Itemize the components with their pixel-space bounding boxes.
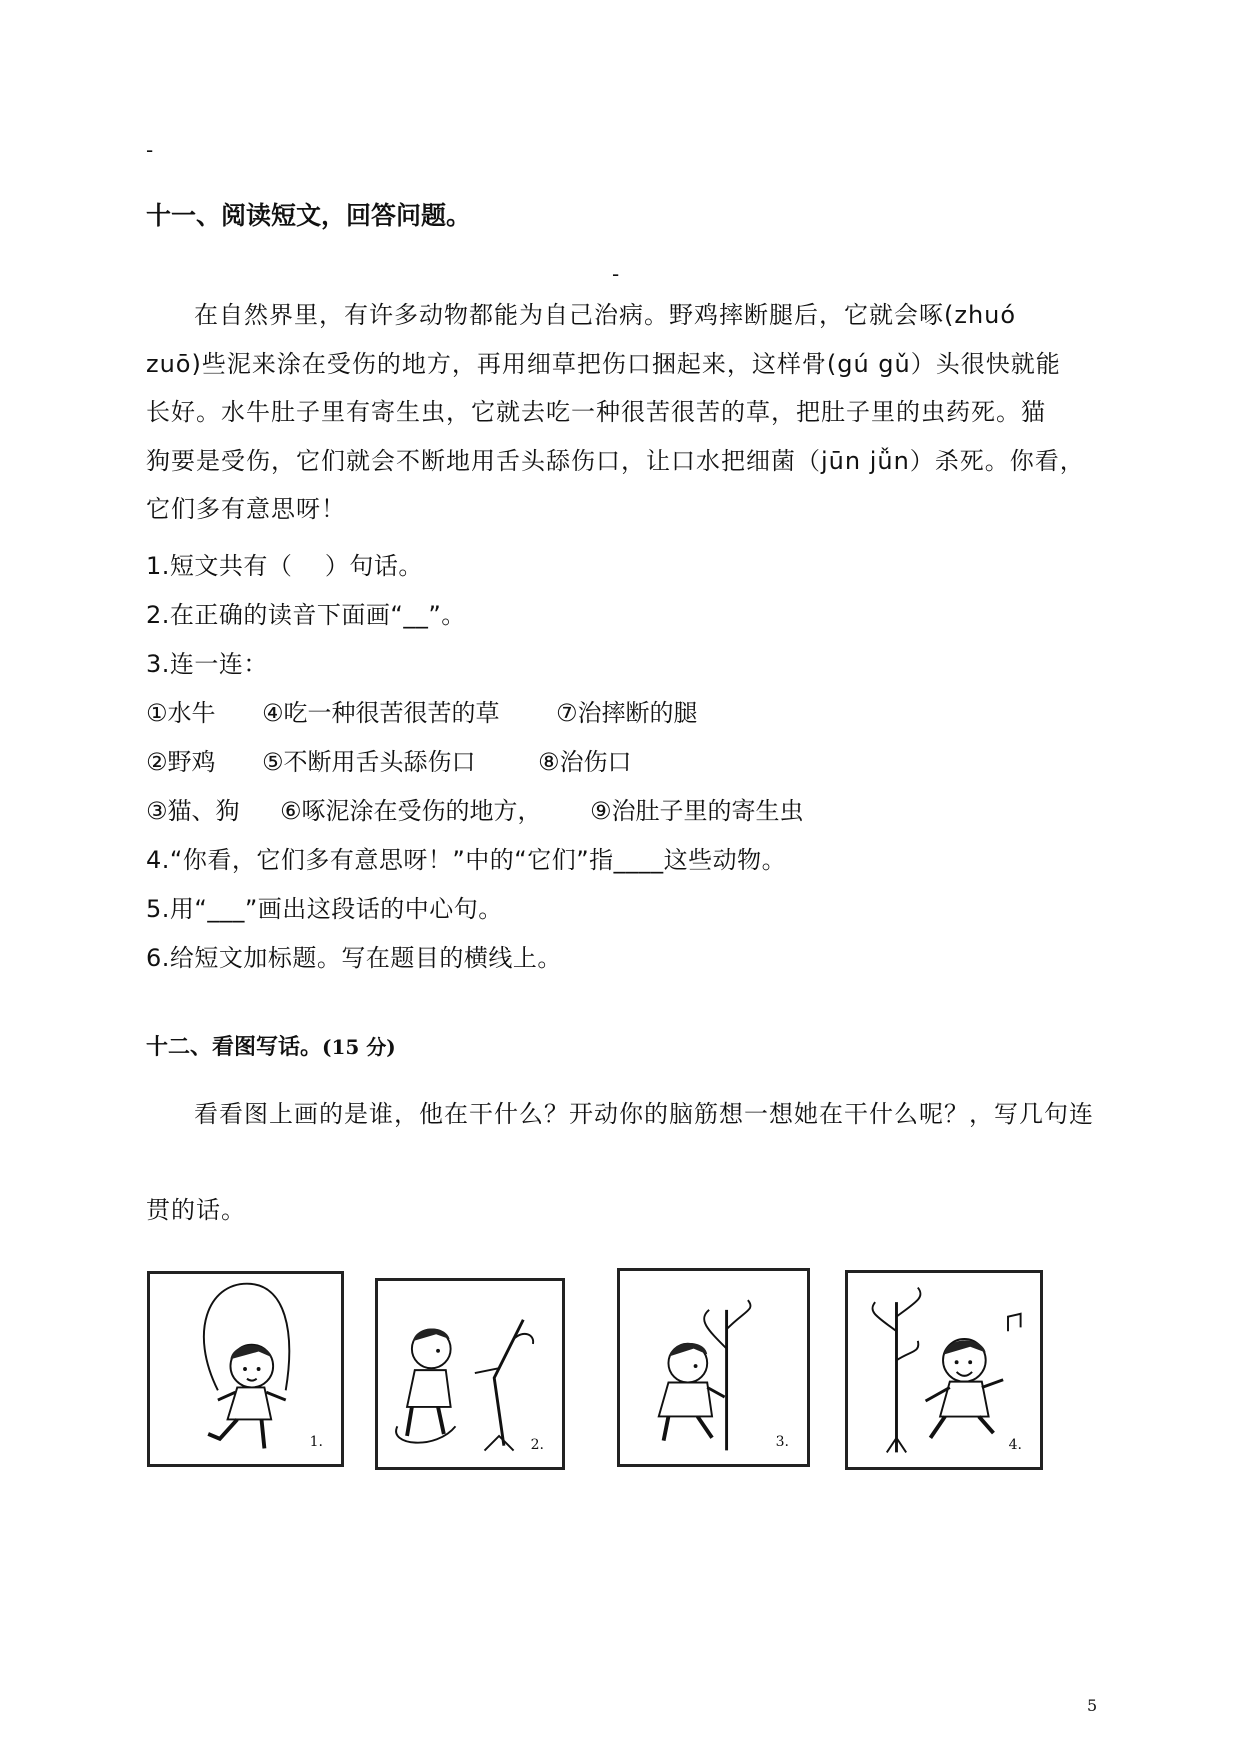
connect-item-2c: ⑧治伤口: [538, 748, 632, 776]
picture-1-number: 1.: [309, 1434, 323, 1450]
section-12-title-text: 十二、看图写话。: [146, 1035, 323, 1060]
prompt-line-1: 看看图上画的是谁，他在干什么？开动你的脑筋想一想她在干什么呢？，写几句连: [194, 1100, 1094, 1128]
writing-prompt: [146, 1090, 1136, 1139]
center-mark: -: [612, 262, 620, 286]
connect-item-3a: ③猫、狗: [146, 797, 240, 825]
picture-2-number: 2.: [530, 1437, 544, 1453]
section-11-title: 十一、阅读短文，回答问题。: [146, 201, 472, 230]
connect-item-1a: ①水牛: [146, 699, 216, 727]
question-6: 6.给短文加标题。写在题目的横线上。: [146, 944, 562, 972]
connect-item-2b: ⑤不断用舌头舔伤口: [262, 748, 476, 776]
connect-item-1c: ⑦治摔断的腿: [556, 699, 698, 727]
question-4: 4.“你看，它们多有意思呀！”中的“它们”指____这些动物。: [146, 846, 787, 874]
picture-3-number: 3.: [775, 1434, 789, 1450]
picture-3: [617, 1268, 810, 1467]
question-2: 2.在正确的读音下面画“__”。: [146, 601, 466, 629]
passage-line-5: 它们多有意思呀！: [146, 495, 346, 523]
question-1: 1.短文共有（ ）句话。: [146, 552, 423, 580]
picture-2: [375, 1278, 565, 1470]
picture-4: [845, 1270, 1043, 1470]
passage-line-2: zuō)些泥来涂在受伤的地方，再用细草把伤口捆起来，这样骨(gú gǔ）头很快就能: [146, 349, 1061, 378]
passage-line-4: 狗要是受伤，它们就会不断地用舌头舔伤口，让口水把细菌（jūn jǚn）杀死。你看，: [146, 446, 1085, 475]
connect-item-1b: ④吃一种很苦很苦的草: [262, 699, 500, 727]
section-12-title: [146, 1030, 396, 1061]
top-mark: -: [146, 138, 154, 162]
question-3: 3.连一连：: [146, 650, 268, 678]
passage-line-1: 在自然界里，有许多动物都能为自己治病。野鸡摔断腿后，它就会啄(zhuó: [194, 301, 1017, 329]
page-number: 5: [1087, 1696, 1098, 1715]
connect-item-3c: ⑨治肚子里的寄生虫: [590, 797, 804, 825]
reading-passage: [146, 291, 1136, 534]
picture-4-number: 4.: [1008, 1437, 1022, 1453]
question-5: 5.用“___”画出这段话的中心句。: [146, 895, 503, 923]
section-12-points: (15 分): [322, 1035, 396, 1059]
connect-item-2a: ②野鸡: [146, 748, 216, 776]
connect-item-3b: ⑥啄泥涂在受伤的地方，: [280, 797, 542, 825]
prompt-line-2: 贯的话。: [146, 1196, 246, 1224]
picture-1: [147, 1271, 344, 1467]
passage-line-3: 长好。水牛肚子里有寄生虫，它就去吃一种很苦很苦的草，把肚子里的虫药死。猫: [146, 398, 1046, 426]
